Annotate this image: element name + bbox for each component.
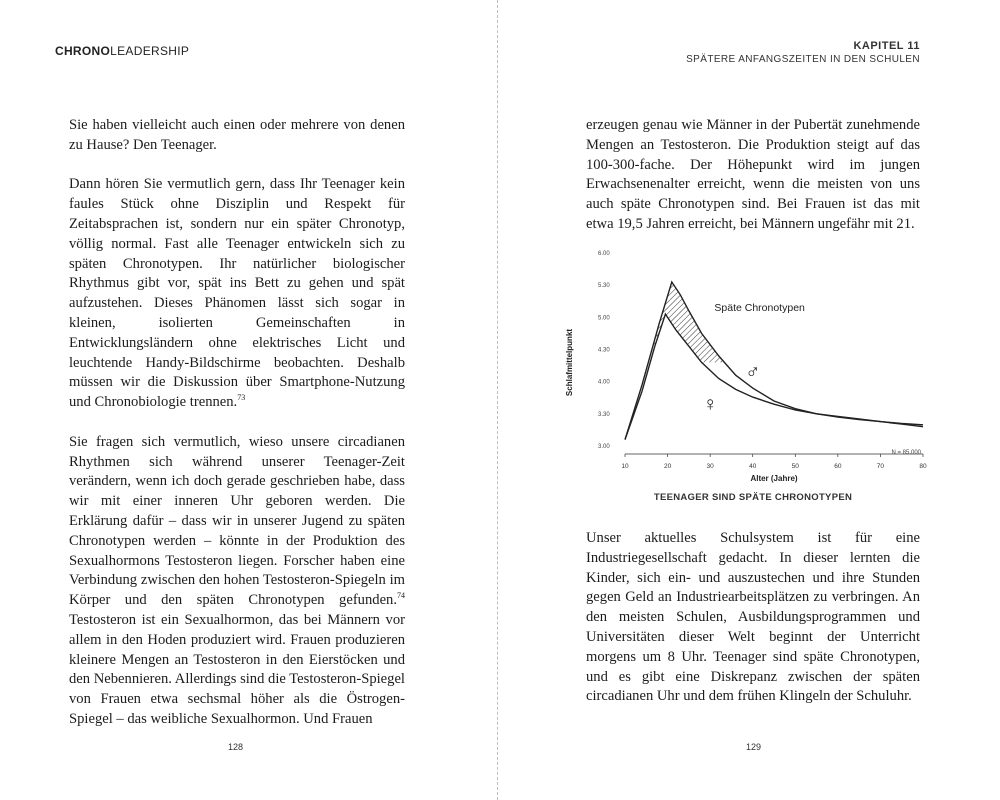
x-tick-label: 30 (706, 463, 714, 470)
x-tick-label: 60 (834, 463, 842, 470)
paragraph: Dann hören Sie vermutlich gern, dass Ihr Teenager kein faules Stück ohne Disziplin und Respekt für Zeitabsprachen ist, sondern nur ein später Chronotyp, völlig normal. Fast alle Teenager entwickeln sich zu späten Chronotypen. Ihr natürlicher biologischer Rhythmus gibt vor, spät ins Bett zu gehen und spät aufzustehen. Dieses Phänomen lässt sich sogar in kleinen, isolierten Gemeinschaften in Entwicklungsländern ohne elektrisches Licht und leuchtende Handy-Bildschirme beobachten. Deshalb müssen wir die Diskussion über Smartphone-Nutzung und Chronobiologie trennen.$^{73}$ (69, 176, 405, 411)
x-axis-title: Alter (Jahre) (750, 474, 798, 483)
chart-annotation: Späte Chronotypen (714, 301, 805, 314)
male-symbol: ♂ (745, 361, 761, 384)
x-tick-label: 80 (919, 463, 927, 470)
x-tick-label: 40 (749, 463, 757, 470)
book-brand: CHRONOLEADERSHIP (55, 44, 190, 58)
left-page-body (69, 116, 405, 730)
sample-size-note: N = 85.000 (891, 450, 921, 456)
paragraph: erzeugen genau wie Männer in der Pubertät zunehmende Mengen an Testosteron. Die Produktion steigt auf das 100-300-fache. Der Höhepunkt wird im jungen Erwachsenenalter erreicht, wenn die meisten von uns auch späte Chronotypen sind. Bei Frauen ist das mit etwa 19,5 Jahren erreicht, bei Männern ungefähr mit 21. (586, 117, 920, 232)
y-tick-label: 5.00 (598, 315, 610, 322)
x-tick-label: 70 (876, 463, 885, 470)
footnote-ref: 74 (397, 591, 405, 601)
page-divider (497, 0, 498, 800)
y-tick-label: 6.00 (598, 251, 610, 257)
y-tick-label: 3.00 (598, 444, 610, 450)
x-tick-label: 50 (791, 463, 799, 470)
right-page (500, 0, 1000, 800)
y-axis-title: Schlafmittelpunkt (565, 328, 574, 397)
series-line-frauen (625, 314, 923, 440)
footnote-ref: 73 (237, 393, 246, 403)
y-tick-label: 5.30 (598, 283, 610, 290)
female-symbol: ♀ (702, 393, 718, 416)
right-page-body-bottom (586, 529, 920, 707)
x-tick-label: 10 (621, 463, 629, 470)
page-number: 129 (746, 742, 762, 752)
y-tick-label: 4.00 (598, 379, 610, 386)
chapter-title: SPÄTERE ANFANGSZEITEN IN DEN SCHULEN (686, 54, 920, 65)
paragraph: Sie fragen sich vermutlich, wieso unsere circadianen Rhythmen sich während unserer Teenager-Zeit verändern, wenn ich doch gerade geschrieben habe, dass wir mit einer inneren Uhr geboren werden. Die Erklärung dafür – dass wir in unserer Jugend zu späten Chronotypen werden – könnte in der Produktion des Sexualhormons Testosteron liegen. Forscher haben eine Verbindung zwischen den hohen Testosteron-Spiegeln im Körper und den späten Chronotypen gefunden.$^{74}$ Testosteron ist ein Sexualhormon, das bei Männern vor allem in den Hoden produziert wird. Frauen produzieren kleinere Mengen an Testosteron in den Eierstöcken und den Nebennieren. Allerdings sind die Testosteron-Spiegel von Frauen etwa sechsmal höher als die Östrogen-Spiegel – das weibliche Sexualhormon. Und Frauen (69, 433, 405, 727)
y-tick-label: 3.30 (598, 411, 610, 418)
paragraph: Sie haben vielleicht auch einen oder mehrere von denen zu Hause? Den Teenager. (69, 117, 405, 153)
paragraph: Unser aktuelles Schulsystem ist für eine Industriegesellschaft gedacht. In dieser lernten die Kinder, sich ein- und auszustechen und ihre Stunden gegen Geld an Industriearbeitsplätzen zu verbringen. An den meisten Schulen, Ausbildungsprogrammen und Universitäten dieser Welt beginnt der Unterricht morgens um 8 Uhr. Teenager sind späte Chronotypen, und es gibt eine Diskrepanz zwischen der späten circadianen Uhr und dem frühen Klingeln der Schuluhr. (586, 530, 920, 705)
chart-caption: TEENAGER SIND SPÄTE CHRONOTYPEN (653, 492, 853, 503)
page-number: 128 (228, 742, 244, 752)
chapter-number: KAPITEL 11 (853, 40, 920, 52)
x-tick-label: 20 (663, 463, 672, 470)
y-tick-label: 4.30 (598, 347, 610, 354)
